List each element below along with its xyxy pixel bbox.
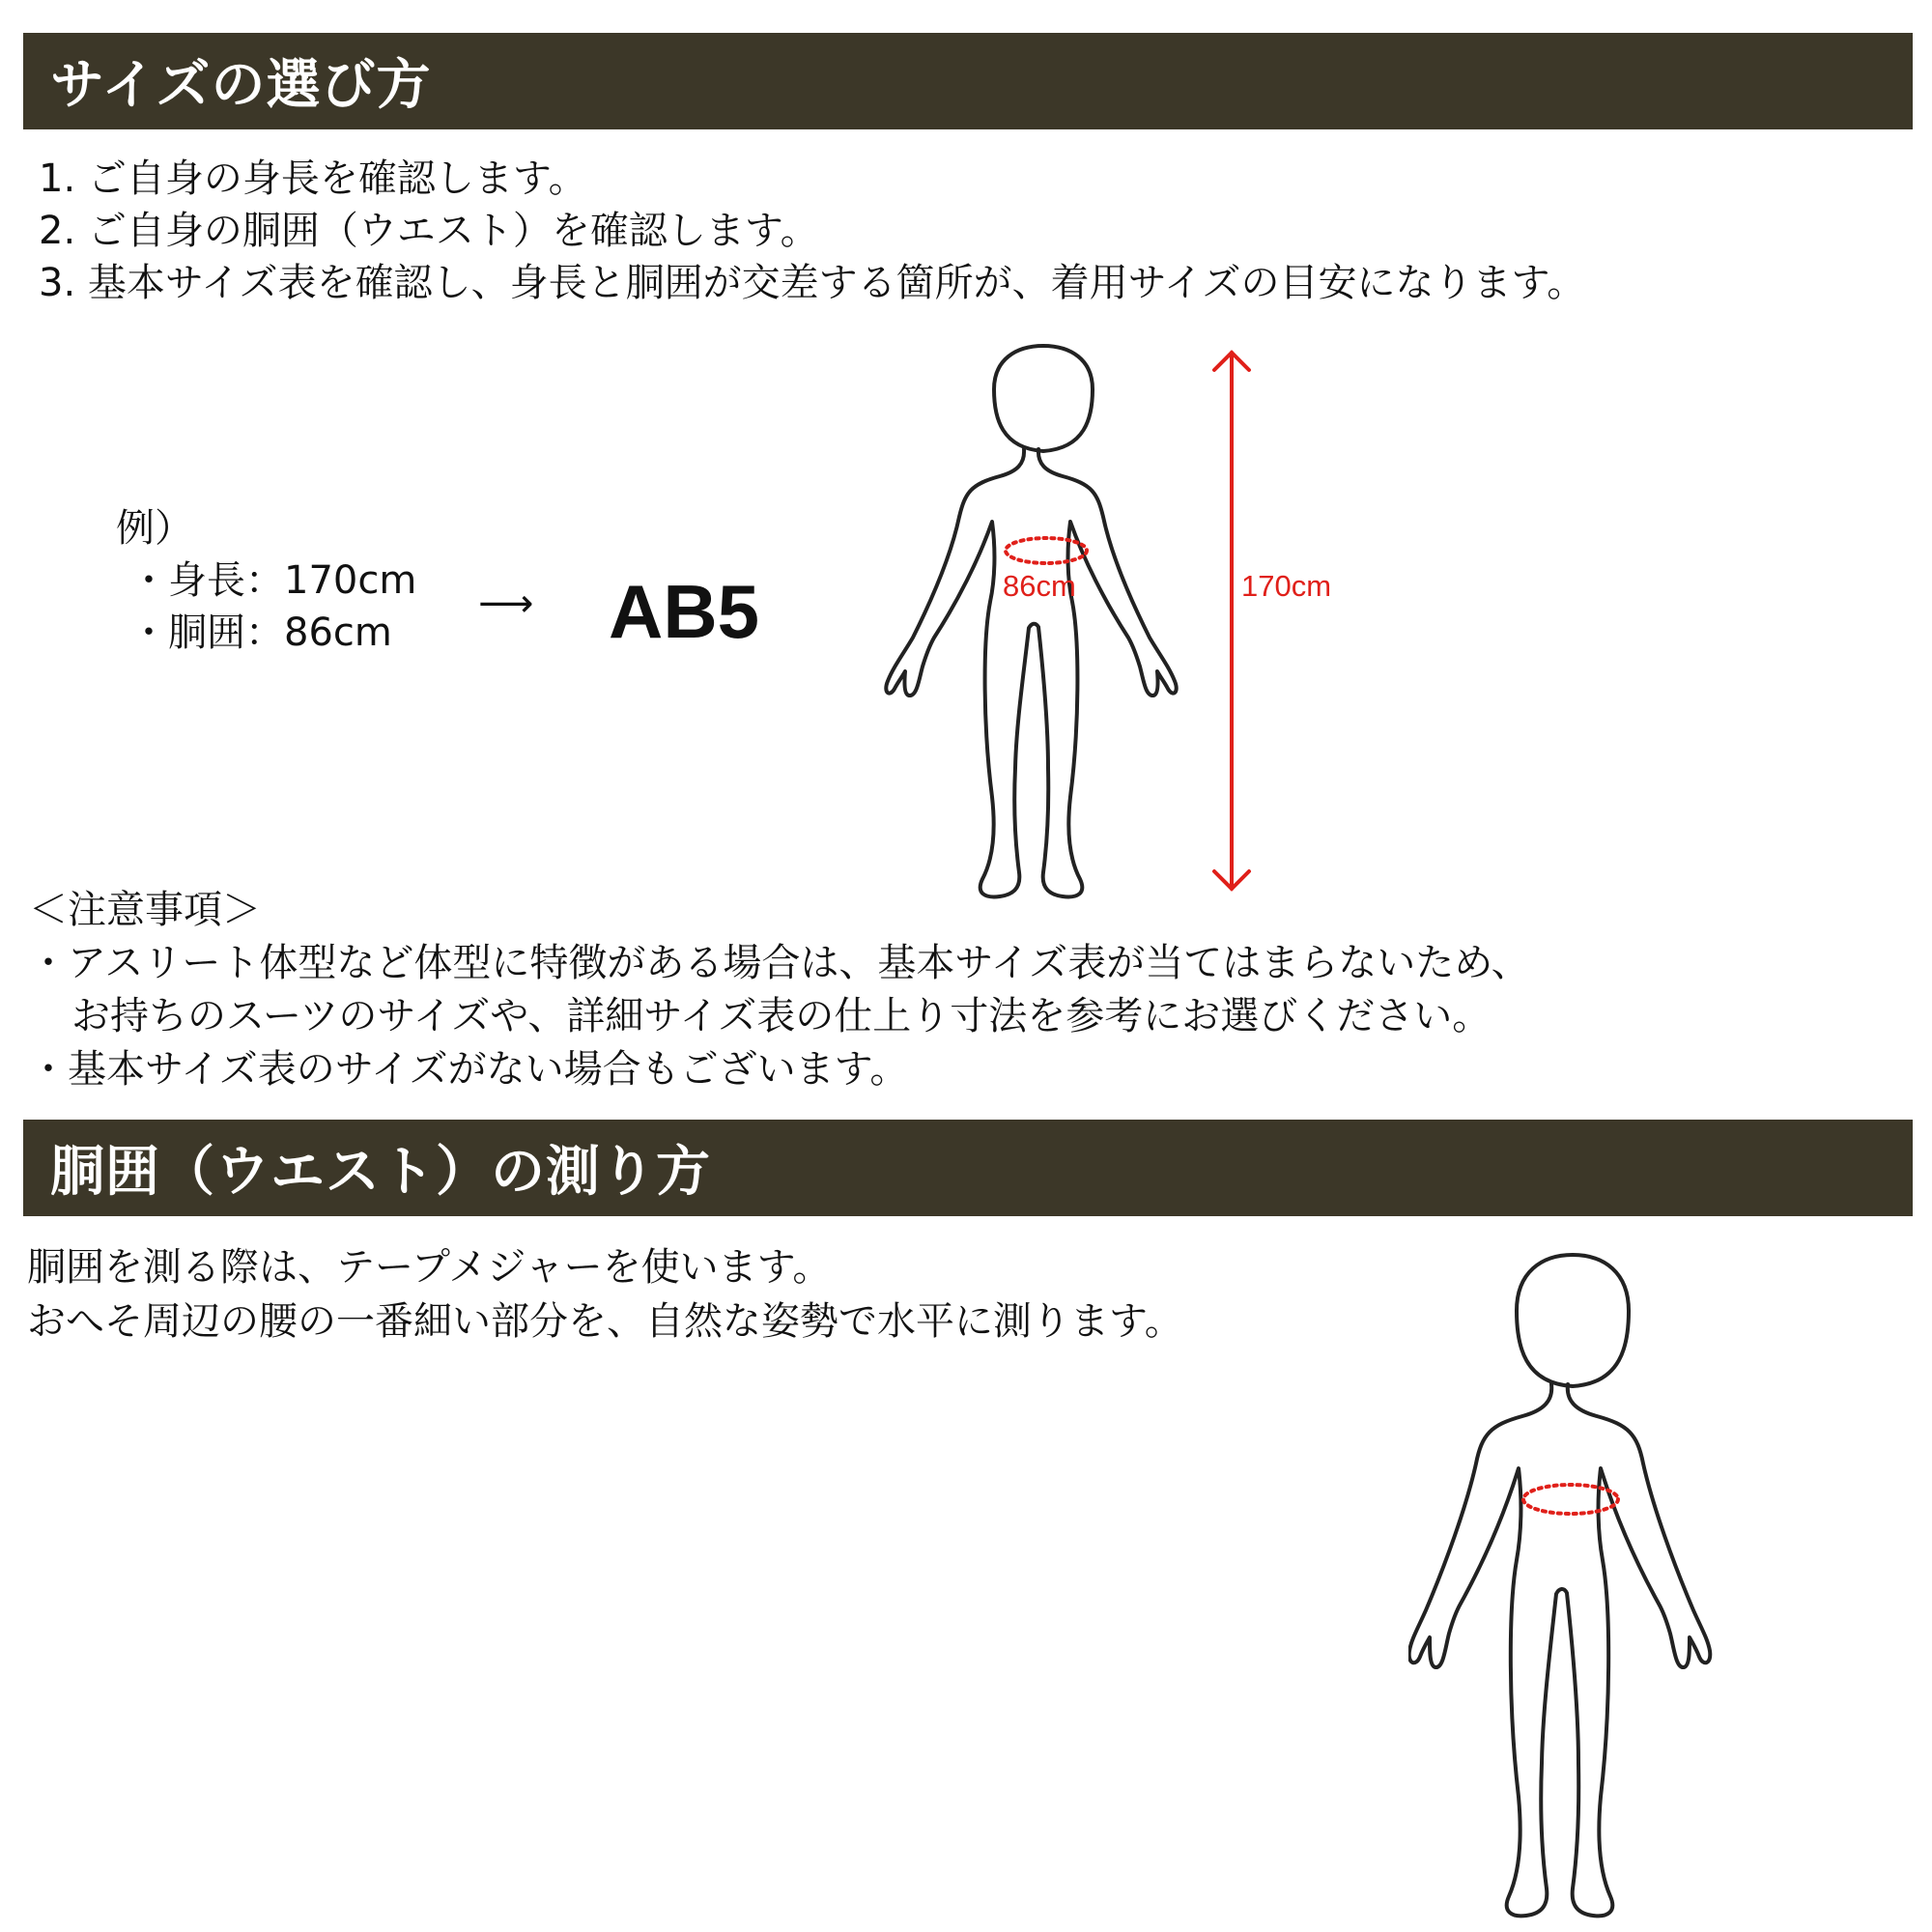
section-title: サイズの選び方 — [50, 54, 432, 117]
section-header-size-guide — [23, 33, 1913, 129]
example-block — [116, 502, 416, 659]
body-outline-icon — [1409, 1255, 1711, 1916]
waist-instructions — [27, 1240, 1183, 1349]
example-waist: ・胴囲：86cm — [129, 611, 392, 655]
example-label: 例） — [116, 506, 193, 551]
note-item: ・基本サイズ表のサイズがない場合もございます。 — [29, 1047, 909, 1092]
steps-list — [39, 153, 1585, 309]
body-outline-icon — [886, 346, 1176, 896]
waist-measurement-label: 86cm — [1003, 569, 1076, 603]
body-figure-waist — [1408, 1251, 1727, 1927]
note-item-continued: お持ちのスーツのサイズや、詳細サイズ表の仕上り寸法を参考にお選びください。 — [71, 994, 1492, 1038]
waist-measure-ring — [1006, 538, 1087, 563]
notes-block — [29, 884, 1530, 1096]
example-result-size: AB5 — [609, 569, 760, 654]
section-header-waist-measure — [23, 1120, 1913, 1216]
body-figure-with-measurements — [874, 343, 1377, 903]
notes-heading: ＜注意事項＞ — [29, 888, 261, 932]
section-title: 胴囲（ウエスト）の測り方 — [50, 1141, 711, 1204]
instruction-line: 胴囲を測る際は、テープメジャーを使います。 — [27, 1245, 832, 1290]
example-height: ・身長：170cm — [129, 558, 417, 603]
step-item: 2. ご自身の胴囲（ウエスト）を確認します。 — [39, 209, 819, 253]
height-measurement-label: 170cm — [1241, 569, 1332, 603]
note-item: ・アスリート体型など体型に特徴がある場合は、基本サイズ表が当てはまらないため、 — [29, 941, 1530, 985]
height-arrow-icon — [1214, 353, 1249, 889]
instruction-line: おへそ周辺の腰の一番細い部分を、自然な姿勢で水平に測ります。 — [27, 1299, 1183, 1344]
right-arrow-icon: ⟶ — [478, 582, 534, 626]
waist-measure-ring — [1523, 1485, 1618, 1514]
step-item: 1. ご自身の身長を確認します。 — [39, 156, 587, 201]
step-item: 3. 基本サイズ表を確認し、身長と胴囲が交差する箇所が、着用サイズの目安になります。 — [39, 261, 1586, 305]
